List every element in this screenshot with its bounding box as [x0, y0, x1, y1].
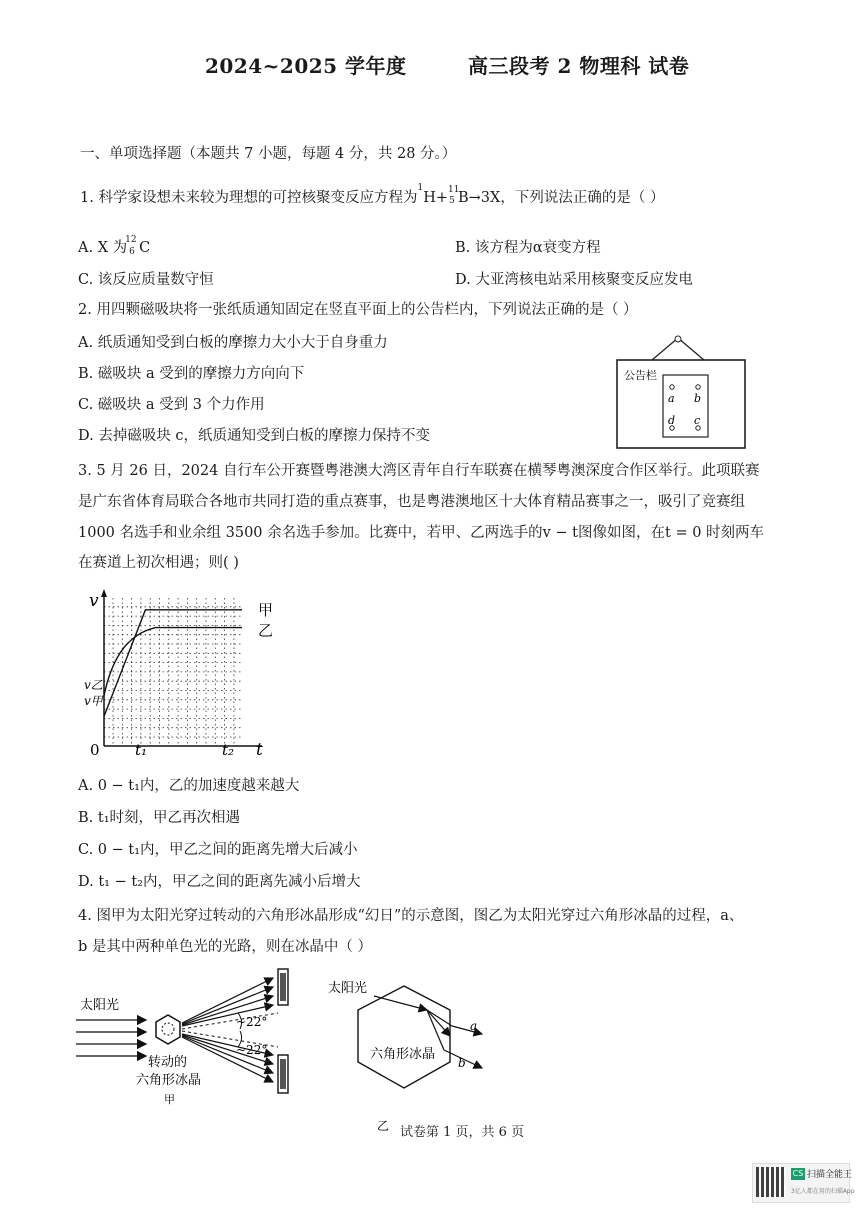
q4-line-2: b 是其中两种单色光的光路，则在冰晶中（ ）: [78, 939, 372, 955]
board-label: 公告栏: [624, 369, 657, 382]
q3-option-d[interactable]: D. t₁ − t₂内，甲乙之间的距离先减小后增大: [78, 874, 361, 890]
crystal-caption-1: 转动的: [148, 1055, 188, 1070]
magnet-b: [696, 385, 700, 389]
ray-label-a: a: [470, 1019, 478, 1033]
q3-option-c[interactable]: C. 0 − t₁内，甲乙之间的距离先增大后减小: [78, 842, 358, 858]
bulletin-board-figure: [612, 334, 752, 452]
q1-stem: 1. 科学家设想未来较为理想的可控核聚变反应方程为$^1$H+ 11 5 B→3X，下列说法正确的是（ ）: [80, 183, 665, 206]
crystal-label: 六角形冰晶: [370, 1047, 436, 1062]
q2-option-b[interactable]: B. 磁吸块 a 受到的摩擦力方向向下: [78, 366, 305, 382]
q1-option-a[interactable]: A. X 为 12 6 C: [78, 235, 151, 257]
tick-v-jia: v甲: [84, 694, 103, 708]
y-axis-label: v: [89, 591, 99, 611]
tick-t2: t₂: [222, 741, 235, 759]
crystal-caption-2: 六角形冰晶: [136, 1073, 202, 1088]
q2-stem: 2. 用四颗磁吸块将一张纸质通知固定在竖直平面上的公告栏内，下列说法正确的是（ ）: [78, 302, 638, 318]
series-label-jia: 甲: [258, 600, 274, 619]
scanner-watermark: CS 扫描全能王 3亿人都在用的扫描App: [752, 1163, 850, 1203]
sun-label-b: 太阳光: [328, 981, 368, 996]
exam-title: 高三段考 2 物理科 试卷: [468, 54, 690, 78]
q2-option-c[interactable]: C. 磁吸块 a 受到 3 个力作用: [78, 397, 265, 413]
rotating-crystal: [156, 1015, 180, 1044]
q4-line-1: 4. 图甲为太阳光穿过转动的六角形冰晶形成“幻日”的示意图，图乙为太阳光穿过六角形冰晶的过程，a、: [78, 908, 744, 924]
label-d: d: [668, 414, 676, 427]
cs-logo-icon: CS: [792, 1169, 804, 1178]
halo-figure-a: [68, 965, 308, 1115]
magnet-a: [670, 385, 674, 389]
q1-option-c[interactable]: C. 该反应质量数守恒: [78, 272, 214, 288]
q3-option-b[interactable]: B. t₁时刻，甲乙再次相遇: [78, 810, 241, 826]
q3-option-a[interactable]: A. 0 − t₁内，乙的加速度越来越大: [78, 778, 300, 794]
q3-line-1: 3. 5 月 26 日，2024 自行车公开赛暨粤港澳大湾区青年自行车联赛在横琴粤澳深度合作区举行。此项联赛: [78, 463, 760, 479]
label-a: a: [668, 392, 675, 405]
q3-line-4: 在赛道上初次相遇；则( ): [78, 555, 239, 571]
angle-label-lower: ~22°: [236, 1043, 268, 1057]
hexagonal-crystal: [358, 986, 450, 1088]
q2-option-d[interactable]: D. 去掉磁吸块 c，纸质通知受到白板的摩擦力保持不变: [78, 428, 431, 444]
x-axis-label: t: [256, 740, 263, 760]
q2-option-a[interactable]: A. 纸质通知受到白板的摩擦力大小大于自身重力: [78, 335, 388, 351]
figure-label-b: 乙: [377, 1119, 390, 1133]
label-c: c: [694, 414, 701, 427]
label-b: b: [694, 392, 702, 405]
series-line-jia: [104, 610, 242, 717]
section-heading: 一、单项选择题（本题共 7 小题，每题 4 分，共 28 分。）: [80, 146, 457, 162]
figure-label-a: 甲: [164, 1093, 175, 1106]
tick-t1: t₁: [135, 741, 148, 759]
chart-grid: [104, 598, 242, 746]
sun-label-a: 太阳光: [80, 998, 120, 1013]
qr-code-icon: [756, 1167, 786, 1197]
vt-chart: [82, 588, 302, 760]
tick-v-yi: v乙: [84, 678, 103, 692]
angle-label-upper: ~22°: [236, 1015, 268, 1029]
ray-label-b: b: [458, 1056, 466, 1070]
q3-line-3: 1000 名选手和业余组 3500 余名选手参加。比赛中，若甲、乙两选手的v − t图像如图，在t = 0 时刻两车: [78, 525, 765, 541]
q1-option-d[interactable]: D. 大亚湾核电站采用核聚变反应发电: [455, 272, 693, 288]
q1-option-b[interactable]: B. 该方程为α衰变方程: [455, 240, 601, 256]
tick-origin: 0: [90, 741, 100, 759]
q3-line-2: 是广东省体育局联合各地市共同打造的重点赛事，也是粤港澳地区十大体育精品赛事之一，吸引了竞赛组: [78, 494, 745, 510]
y-axis-arrow: [101, 589, 107, 597]
series-label-yi: 乙: [258, 621, 274, 640]
page-footer: 试卷第 1 页，共 6 页: [400, 1125, 525, 1140]
halo-figure-b: [322, 970, 502, 1140]
exam-year: 2024~2025 学年度: [205, 54, 407, 78]
